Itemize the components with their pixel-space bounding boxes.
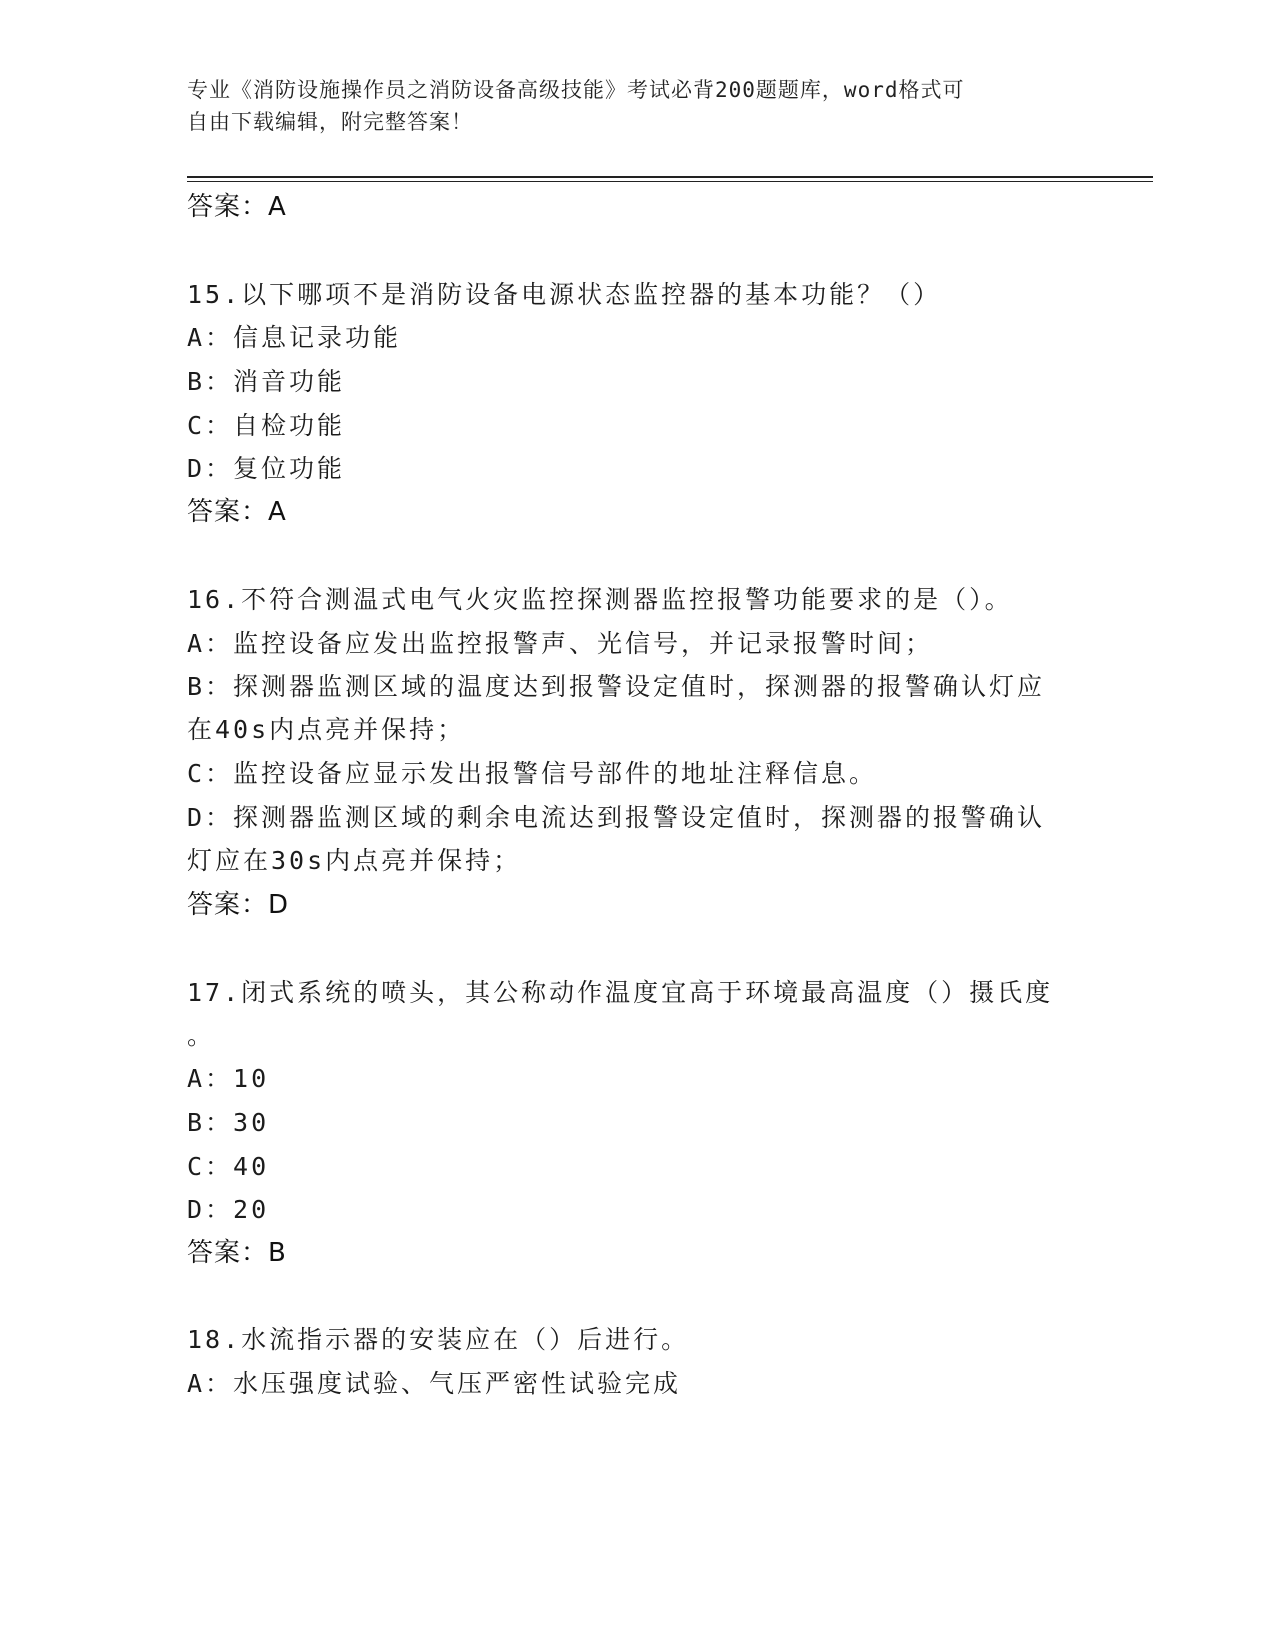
question-15-answer: 答案：A — [187, 497, 287, 527]
question-15-option-a: A：信息记录功能 — [187, 323, 402, 352]
question-16-answer: 答案：D — [187, 890, 290, 920]
question-18-stem: 18.水流指示器的安装应在（）后进行。 — [187, 1325, 690, 1354]
question-16-stem: 16.不符合测温式电气火灾监控探测器监控报警功能要求的是（）。 — [187, 585, 1013, 614]
question-15-stem: 15.以下哪项不是消防设备电源状态监控器的基本功能？（） — [187, 280, 942, 309]
header-divider-thick — [187, 176, 1153, 178]
question-16-option-d-line-2: 灯应在30s内点亮并保持； — [187, 846, 522, 875]
question-15-option-b: B：消音功能 — [187, 367, 346, 396]
question-17-option-d: D：20 — [187, 1195, 270, 1224]
question-16-option-b-line-1: B：探测器监测区域的温度达到报警设定值时，探测器的报警确认灯应 — [187, 672, 1046, 701]
question-17-stem-line-2: 。 — [187, 1021, 216, 1050]
header-line-2: 自由下载编辑，附完整答案！ — [187, 110, 473, 134]
header-line-1: 专业《消防设施操作员之消防设备高级技能》考试必背200题题库，word格式可 — [187, 78, 965, 102]
question-17-answer: 答案：B — [187, 1238, 287, 1268]
question-17-stem-line-1: 17.闭式系统的喷头，其公称动作温度宜高于环境最高温度（）摄氏度 — [187, 978, 1054, 1007]
header-divider-thin — [187, 181, 1153, 182]
question-17-option-c: C：40 — [187, 1152, 270, 1181]
question-15-option-c: C：自检功能 — [187, 411, 346, 440]
question-17-option-a: A：10 — [187, 1064, 270, 1093]
question-17-option-b: B：30 — [187, 1108, 270, 1137]
question-15-option-d: D：复位功能 — [187, 454, 346, 483]
question-16-option-c: C：监控设备应显示发出报警信号部件的地址注释信息。 — [187, 759, 878, 788]
question-18-option-a: A：水压强度试验、气压严密性试验完成 — [187, 1369, 682, 1398]
document-header — [187, 74, 1067, 138]
question-16-option-b-line-2: 在40s内点亮并保持； — [187, 715, 466, 744]
previous-answer: 答案：A — [187, 192, 287, 222]
question-16-option-a: A：监控设备应发出监控报警声、光信号，并记录报警时间； — [187, 629, 934, 658]
question-16-option-d-line-1: D：探测器监测区域的剩余电流达到报警设定值时，探测器的报警确认 — [187, 803, 1046, 832]
